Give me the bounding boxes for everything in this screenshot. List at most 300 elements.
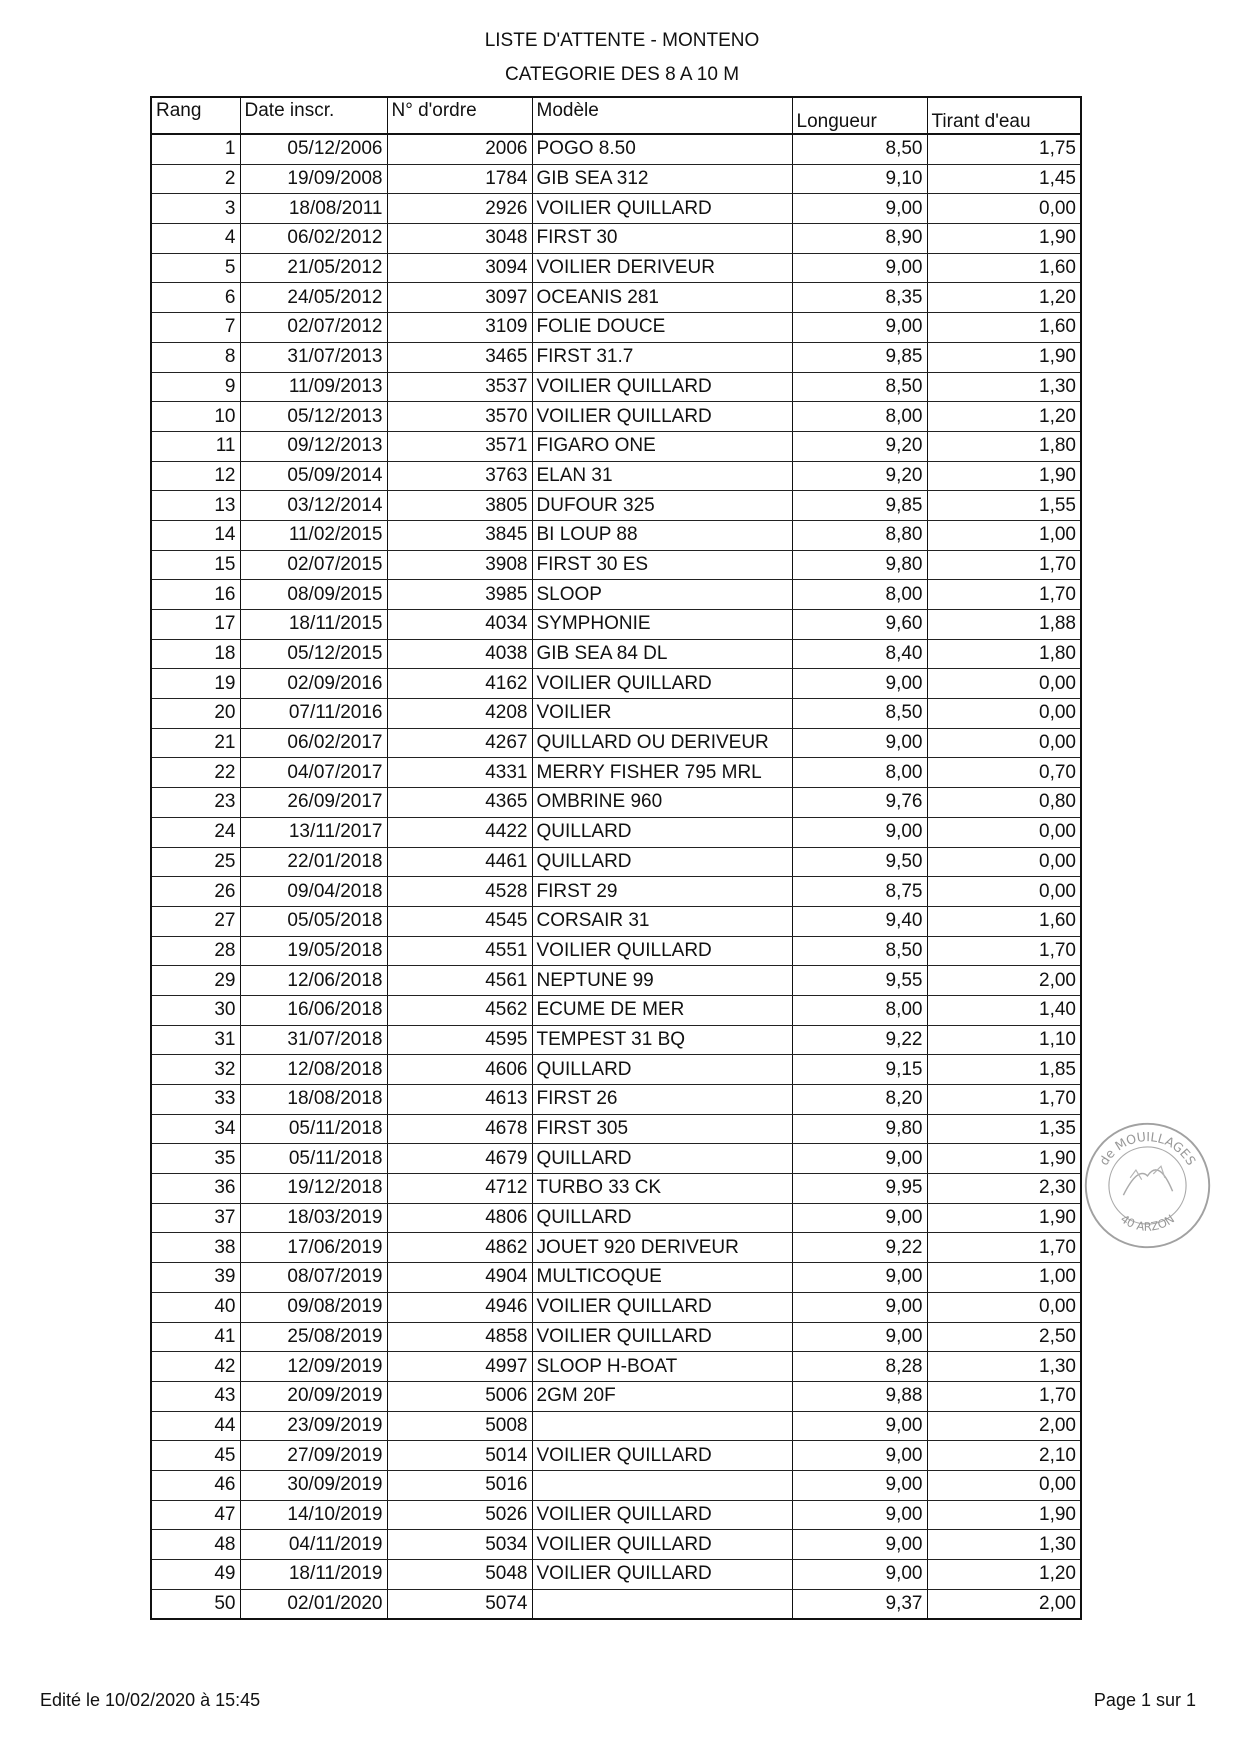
- cell-modele: OCEANIS 281: [532, 283, 792, 313]
- cell-rang: 40: [151, 1292, 240, 1322]
- cell-modele: POGO 8.50: [532, 134, 792, 164]
- cell-rang: 25: [151, 847, 240, 877]
- table-row: [151, 669, 1081, 699]
- cell-modele: FIRST 31.7: [532, 342, 792, 372]
- cell-longueur: 9,85: [792, 342, 927, 372]
- cell-tirant: 1,90: [927, 1203, 1081, 1233]
- cell-rang: 10: [151, 402, 240, 432]
- cell-modele: DUFOUR 325: [532, 491, 792, 521]
- cell-modele: GIB SEA 312: [532, 164, 792, 194]
- cell-tirant: 1,45: [927, 164, 1081, 194]
- cell-modele: GIB SEA 84 DL: [532, 639, 792, 669]
- column-header-date: Date inscr.: [240, 97, 387, 134]
- cell-tirant: 1,40: [927, 995, 1081, 1025]
- cell-modele: TURBO 33 CK: [532, 1174, 792, 1204]
- cell-date: 31/07/2018: [240, 1025, 387, 1055]
- table-row: [151, 758, 1081, 788]
- cell-tirant: 2,30: [927, 1174, 1081, 1204]
- cell-rang: 42: [151, 1352, 240, 1382]
- cell-modele: VOILIER QUILLARD: [532, 402, 792, 432]
- cell-rang: 34: [151, 1114, 240, 1144]
- cell-modele: ECUME DE MER: [532, 995, 792, 1025]
- cell-numero: 3537: [387, 372, 532, 402]
- cell-modele: VOILIER QUILLARD: [532, 669, 792, 699]
- cell-longueur: 9,00: [792, 1500, 927, 1530]
- cell-date: 02/09/2016: [240, 669, 387, 699]
- table-row: [151, 550, 1081, 580]
- cell-rang: 13: [151, 491, 240, 521]
- cell-numero: 2006: [387, 134, 532, 164]
- cell-modele: SYMPHONIE: [532, 610, 792, 640]
- cell-numero: 3805: [387, 491, 532, 521]
- cell-numero: 3763: [387, 461, 532, 491]
- cell-tirant: 1,80: [927, 431, 1081, 461]
- table-row: [151, 936, 1081, 966]
- stamp-top-text: de MOUILLAGES: [1096, 1129, 1199, 1168]
- cell-longueur: 8,75: [792, 877, 927, 907]
- cell-modele: FIRST 26: [532, 1085, 792, 1115]
- cell-numero: 2926: [387, 194, 532, 224]
- cell-numero: 3985: [387, 580, 532, 610]
- cell-modele: OMBRINE 960: [532, 788, 792, 818]
- cell-tirant: 1,20: [927, 1560, 1081, 1590]
- cell-rang: 32: [151, 1055, 240, 1085]
- table-row: [151, 194, 1081, 224]
- cell-longueur: 9,22: [792, 1233, 927, 1263]
- official-stamp-icon: [1080, 1118, 1215, 1253]
- cell-longueur: 9,00: [792, 817, 927, 847]
- cell-longueur: 9,80: [792, 550, 927, 580]
- cell-rang: 46: [151, 1470, 240, 1500]
- cell-date: 18/03/2019: [240, 1203, 387, 1233]
- table-row: [151, 1530, 1081, 1560]
- cell-longueur: 8,50: [792, 372, 927, 402]
- cell-modele: FIGARO ONE: [532, 431, 792, 461]
- cell-rang: 15: [151, 550, 240, 580]
- cell-rang: 6: [151, 283, 240, 313]
- cell-tirant: 0,00: [927, 877, 1081, 907]
- cell-numero: 4904: [387, 1263, 532, 1293]
- cell-numero: 4551: [387, 936, 532, 966]
- column-header-tirant: Tirant d'eau: [927, 97, 1081, 134]
- cell-rang: 18: [151, 639, 240, 669]
- table-row: [151, 520, 1081, 550]
- cell-date: 26/09/2017: [240, 788, 387, 818]
- cell-tirant: 1,10: [927, 1025, 1081, 1055]
- cell-rang: 23: [151, 788, 240, 818]
- cell-tirant: 0,00: [927, 669, 1081, 699]
- cell-longueur: 8,35: [792, 283, 927, 313]
- cell-date: 02/07/2012: [240, 313, 387, 343]
- cell-longueur: 9,50: [792, 847, 927, 877]
- cell-rang: 35: [151, 1144, 240, 1174]
- cell-date: 18/11/2019: [240, 1560, 387, 1590]
- cell-modele: QUILLARD: [532, 1055, 792, 1085]
- cell-date: 18/08/2018: [240, 1085, 387, 1115]
- cell-longueur: 8,28: [792, 1352, 927, 1382]
- cell-tirant: 1,90: [927, 461, 1081, 491]
- cell-date: 21/05/2012: [240, 253, 387, 283]
- cell-numero: 4038: [387, 639, 532, 669]
- cell-rang: 22: [151, 758, 240, 788]
- cell-numero: 4997: [387, 1352, 532, 1382]
- cell-modele: VOILIER QUILLARD: [532, 1500, 792, 1530]
- cell-numero: 4267: [387, 728, 532, 758]
- cell-rang: 48: [151, 1530, 240, 1560]
- cell-rang: 31: [151, 1025, 240, 1055]
- cell-numero: 5016: [387, 1470, 532, 1500]
- cell-rang: 19: [151, 669, 240, 699]
- cell-modele: VOILIER DERIVEUR: [532, 253, 792, 283]
- cell-rang: 12: [151, 461, 240, 491]
- cell-date: 09/08/2019: [240, 1292, 387, 1322]
- cell-tirant: 1,00: [927, 1263, 1081, 1293]
- cell-modele: SLOOP: [532, 580, 792, 610]
- cell-longueur: 9,20: [792, 461, 927, 491]
- cell-date: 27/09/2019: [240, 1441, 387, 1471]
- cell-numero: 4862: [387, 1233, 532, 1263]
- cell-tirant: 1,55: [927, 491, 1081, 521]
- cell-rang: 20: [151, 699, 240, 729]
- table-row: [151, 1055, 1081, 1085]
- cell-tirant: 2,00: [927, 1589, 1081, 1619]
- cell-tirant: 0,00: [927, 817, 1081, 847]
- cell-longueur: 9,00: [792, 1263, 927, 1293]
- cell-date: 18/08/2011: [240, 194, 387, 224]
- table-row: [151, 1589, 1081, 1619]
- cell-longueur: 9,55: [792, 966, 927, 996]
- cell-tirant: 1,88: [927, 610, 1081, 640]
- cell-tirant: 2,00: [927, 1411, 1081, 1441]
- cell-date: 11/02/2015: [240, 520, 387, 550]
- cell-rang: 29: [151, 966, 240, 996]
- cell-longueur: 9,00: [792, 194, 927, 224]
- cell-longueur: 8,20: [792, 1085, 927, 1115]
- cell-numero: 4561: [387, 966, 532, 996]
- cell-rang: 33: [151, 1085, 240, 1115]
- table-row: [151, 1352, 1081, 1382]
- cell-rang: 30: [151, 995, 240, 1025]
- cell-modele: TEMPEST 31 BQ: [532, 1025, 792, 1055]
- cell-numero: 5074: [387, 1589, 532, 1619]
- cell-date: 12/06/2018: [240, 966, 387, 996]
- table-row: [151, 1470, 1081, 1500]
- cell-numero: 4712: [387, 1174, 532, 1204]
- cell-modele: [532, 1589, 792, 1619]
- cell-numero: 5034: [387, 1530, 532, 1560]
- cell-longueur: 9,76: [792, 788, 927, 818]
- table-row: [151, 610, 1081, 640]
- table-row: [151, 1560, 1081, 1590]
- cell-date: 24/05/2012: [240, 283, 387, 313]
- cell-rang: 39: [151, 1263, 240, 1293]
- cell-tirant: 1,20: [927, 402, 1081, 432]
- cell-numero: 3097: [387, 283, 532, 313]
- cell-numero: 4034: [387, 610, 532, 640]
- cell-longueur: 9,15: [792, 1055, 927, 1085]
- svg-text:40 ARZON: [1118, 1212, 1177, 1234]
- table-row: [151, 313, 1081, 343]
- table-row: [151, 134, 1081, 164]
- cell-longueur: 9,00: [792, 1470, 927, 1500]
- cell-tirant: 1,90: [927, 1500, 1081, 1530]
- table-row: [151, 283, 1081, 313]
- cell-date: 30/09/2019: [240, 1470, 387, 1500]
- cell-tirant: 1,30: [927, 1352, 1081, 1382]
- cell-numero: 5014: [387, 1441, 532, 1471]
- cell-numero: 4528: [387, 877, 532, 907]
- cell-rang: 47: [151, 1500, 240, 1530]
- cell-rang: 28: [151, 936, 240, 966]
- table-row: [151, 1381, 1081, 1411]
- cell-rang: 17: [151, 610, 240, 640]
- cell-date: 25/08/2019: [240, 1322, 387, 1352]
- cell-rang: 3: [151, 194, 240, 224]
- cell-rang: 27: [151, 906, 240, 936]
- cell-longueur: 8,50: [792, 134, 927, 164]
- table-row: [151, 164, 1081, 194]
- cell-date: 19/09/2008: [240, 164, 387, 194]
- cell-date: 06/02/2017: [240, 728, 387, 758]
- table-row: [151, 995, 1081, 1025]
- cell-tirant: 0,70: [927, 758, 1081, 788]
- cell-modele: FOLIE DOUCE: [532, 313, 792, 343]
- cell-rang: 49: [151, 1560, 240, 1590]
- cell-longueur: 8,00: [792, 758, 927, 788]
- cell-longueur: 9,88: [792, 1381, 927, 1411]
- cell-rang: 50: [151, 1589, 240, 1619]
- cell-longueur: 9,00: [792, 669, 927, 699]
- cell-modele: VOILIER QUILLARD: [532, 936, 792, 966]
- cell-numero: 4678: [387, 1114, 532, 1144]
- cell-numero: 4595: [387, 1025, 532, 1055]
- cell-numero: 3570: [387, 402, 532, 432]
- cell-longueur: 9,00: [792, 1144, 927, 1174]
- cell-modele: VOILIER: [532, 699, 792, 729]
- cell-longueur: 9,00: [792, 253, 927, 283]
- cell-modele: QUILLARD OU DERIVEUR: [532, 728, 792, 758]
- cell-rang: 9: [151, 372, 240, 402]
- table-row: [151, 372, 1081, 402]
- table-row: [151, 1292, 1081, 1322]
- cell-date: 05/05/2018: [240, 906, 387, 936]
- table-row: [151, 847, 1081, 877]
- cell-tirant: 2,50: [927, 1322, 1081, 1352]
- cell-numero: 4613: [387, 1085, 532, 1115]
- cell-longueur: 9,85: [792, 491, 927, 521]
- cell-tirant: 1,70: [927, 936, 1081, 966]
- cell-modele: [532, 1411, 792, 1441]
- cell-tirant: 0,80: [927, 788, 1081, 818]
- table-row: [151, 1203, 1081, 1233]
- cell-longueur: 9,80: [792, 1114, 927, 1144]
- cell-tirant: 0,00: [927, 699, 1081, 729]
- cell-modele: FIRST 30: [532, 224, 792, 254]
- cell-date: 20/09/2019: [240, 1381, 387, 1411]
- cell-numero: 4946: [387, 1292, 532, 1322]
- cell-numero: 4545: [387, 906, 532, 936]
- cell-modele: VOILIER QUILLARD: [532, 1441, 792, 1471]
- cell-tirant: 1,85: [927, 1055, 1081, 1085]
- cell-numero: 3465: [387, 342, 532, 372]
- table-row: [151, 253, 1081, 283]
- cell-numero: 3571: [387, 431, 532, 461]
- cell-numero: 3845: [387, 520, 532, 550]
- cell-longueur: 9,00: [792, 1203, 927, 1233]
- cell-tirant: 1,70: [927, 580, 1081, 610]
- cell-date: 07/11/2016: [240, 699, 387, 729]
- cell-date: 04/11/2019: [240, 1530, 387, 1560]
- cell-longueur: 8,90: [792, 224, 927, 254]
- cell-modele: SLOOP H-BOAT: [532, 1352, 792, 1382]
- cell-date: 31/07/2013: [240, 342, 387, 372]
- cell-modele: QUILLARD: [532, 817, 792, 847]
- cell-date: 05/11/2018: [240, 1144, 387, 1174]
- cell-modele: BI LOUP 88: [532, 520, 792, 550]
- table-row: [151, 1233, 1081, 1263]
- cell-tirant: 1,30: [927, 372, 1081, 402]
- cell-longueur: 8,50: [792, 699, 927, 729]
- cell-date: 02/01/2020: [240, 1589, 387, 1619]
- cell-modele: QUILLARD: [532, 1144, 792, 1174]
- cell-numero: 4806: [387, 1203, 532, 1233]
- cell-numero: 3094: [387, 253, 532, 283]
- cell-modele: 2GM 20F: [532, 1381, 792, 1411]
- cell-numero: 4858: [387, 1322, 532, 1352]
- cell-tirant: 1,60: [927, 313, 1081, 343]
- table-row: [151, 699, 1081, 729]
- table-row: [151, 1411, 1081, 1441]
- cell-date: 23/09/2019: [240, 1411, 387, 1441]
- cell-numero: 5026: [387, 1500, 532, 1530]
- cell-numero: 4365: [387, 788, 532, 818]
- cell-rang: 24: [151, 817, 240, 847]
- cell-numero: 4461: [387, 847, 532, 877]
- cell-date: 05/12/2015: [240, 639, 387, 669]
- table-row: [151, 224, 1081, 254]
- table-row: [151, 966, 1081, 996]
- cell-numero: 4208: [387, 699, 532, 729]
- cell-rang: 41: [151, 1322, 240, 1352]
- cell-tirant: 1,90: [927, 1144, 1081, 1174]
- cell-modele: VOILIER QUILLARD: [532, 372, 792, 402]
- cell-modele: QUILLARD: [532, 1203, 792, 1233]
- cell-longueur: 8,40: [792, 639, 927, 669]
- cell-longueur: 9,00: [792, 1530, 927, 1560]
- cell-longueur: 8,80: [792, 520, 927, 550]
- cell-longueur: 9,00: [792, 1322, 927, 1352]
- cell-numero: 4331: [387, 758, 532, 788]
- cell-modele: VOILIER QUILLARD: [532, 1560, 792, 1590]
- cell-rang: 8: [151, 342, 240, 372]
- column-header-numero: N° d'ordre: [387, 97, 532, 134]
- cell-rang: 11: [151, 431, 240, 461]
- column-header-longueur: Longueur: [792, 97, 927, 134]
- cell-date: 03/12/2014: [240, 491, 387, 521]
- cell-tirant: 1,70: [927, 550, 1081, 580]
- table-row: [151, 906, 1081, 936]
- cell-date: 09/12/2013: [240, 431, 387, 461]
- table-row: [151, 1174, 1081, 1204]
- table-row: [151, 1025, 1081, 1055]
- cell-date: 16/06/2018: [240, 995, 387, 1025]
- cell-rang: 16: [151, 580, 240, 610]
- cell-tirant: 1,80: [927, 639, 1081, 669]
- cell-rang: 5: [151, 253, 240, 283]
- cell-date: 08/07/2019: [240, 1263, 387, 1293]
- table-row: [151, 431, 1081, 461]
- cell-date: 12/09/2019: [240, 1352, 387, 1382]
- cell-tirant: 0,00: [927, 1470, 1081, 1500]
- cell-date: 11/09/2013: [240, 372, 387, 402]
- cell-rang: 26: [151, 877, 240, 907]
- cell-date: 22/01/2018: [240, 847, 387, 877]
- cell-date: 04/07/2017: [240, 758, 387, 788]
- cell-rang: 45: [151, 1441, 240, 1471]
- cell-numero: 5006: [387, 1381, 532, 1411]
- cell-modele: VOILIER QUILLARD: [532, 1322, 792, 1352]
- cell-date: 09/04/2018: [240, 877, 387, 907]
- cell-date: 05/09/2014: [240, 461, 387, 491]
- cell-longueur: 8,00: [792, 580, 927, 610]
- cell-longueur: 9,40: [792, 906, 927, 936]
- cell-longueur: 8,00: [792, 995, 927, 1025]
- table-row: [151, 788, 1081, 818]
- cell-rang: 38: [151, 1233, 240, 1263]
- cell-modele: MERRY FISHER 795 MRL: [532, 758, 792, 788]
- cell-numero: 3048: [387, 224, 532, 254]
- table-header-row: [151, 97, 1081, 134]
- cell-longueur: 8,00: [792, 402, 927, 432]
- table-row: [151, 580, 1081, 610]
- cell-tirant: 1,90: [927, 224, 1081, 254]
- cell-tirant: 1,30: [927, 1530, 1081, 1560]
- cell-tirant: 1,70: [927, 1381, 1081, 1411]
- cell-tirant: 0,00: [927, 728, 1081, 758]
- cell-tirant: 1,75: [927, 134, 1081, 164]
- cell-longueur: 9,00: [792, 1560, 927, 1590]
- cell-numero: 4162: [387, 669, 532, 699]
- table-row: [151, 1441, 1081, 1471]
- table-row: [151, 728, 1081, 758]
- cell-tirant: 2,10: [927, 1441, 1081, 1471]
- cell-numero: 4679: [387, 1144, 532, 1174]
- column-header-modele: Modèle: [532, 97, 792, 134]
- cell-tirant: 1,60: [927, 906, 1081, 936]
- cell-longueur: 9,00: [792, 728, 927, 758]
- cell-date: 12/08/2018: [240, 1055, 387, 1085]
- table-row: [151, 1114, 1081, 1144]
- cell-rang: 4: [151, 224, 240, 254]
- table-row: [151, 491, 1081, 521]
- stamp-bottom-text: 40 ARZON: [1118, 1211, 1177, 1234]
- cell-date: 02/07/2015: [240, 550, 387, 580]
- cell-modele: MULTICOQUE: [532, 1263, 792, 1293]
- cell-rang: 44: [151, 1411, 240, 1441]
- cell-tirant: 1,35: [927, 1114, 1081, 1144]
- cell-longueur: 9,00: [792, 1292, 927, 1322]
- cell-rang: 36: [151, 1174, 240, 1204]
- table-row: [151, 877, 1081, 907]
- table-row: [151, 817, 1081, 847]
- table-row: [151, 1085, 1081, 1115]
- cell-date: 05/12/2006: [240, 134, 387, 164]
- cell-numero: 3109: [387, 313, 532, 343]
- cell-longueur: 9,20: [792, 431, 927, 461]
- cell-modele: VOILIER QUILLARD: [532, 1530, 792, 1560]
- cell-tirant: 1,90: [927, 342, 1081, 372]
- cell-modele: FIRST 305: [532, 1114, 792, 1144]
